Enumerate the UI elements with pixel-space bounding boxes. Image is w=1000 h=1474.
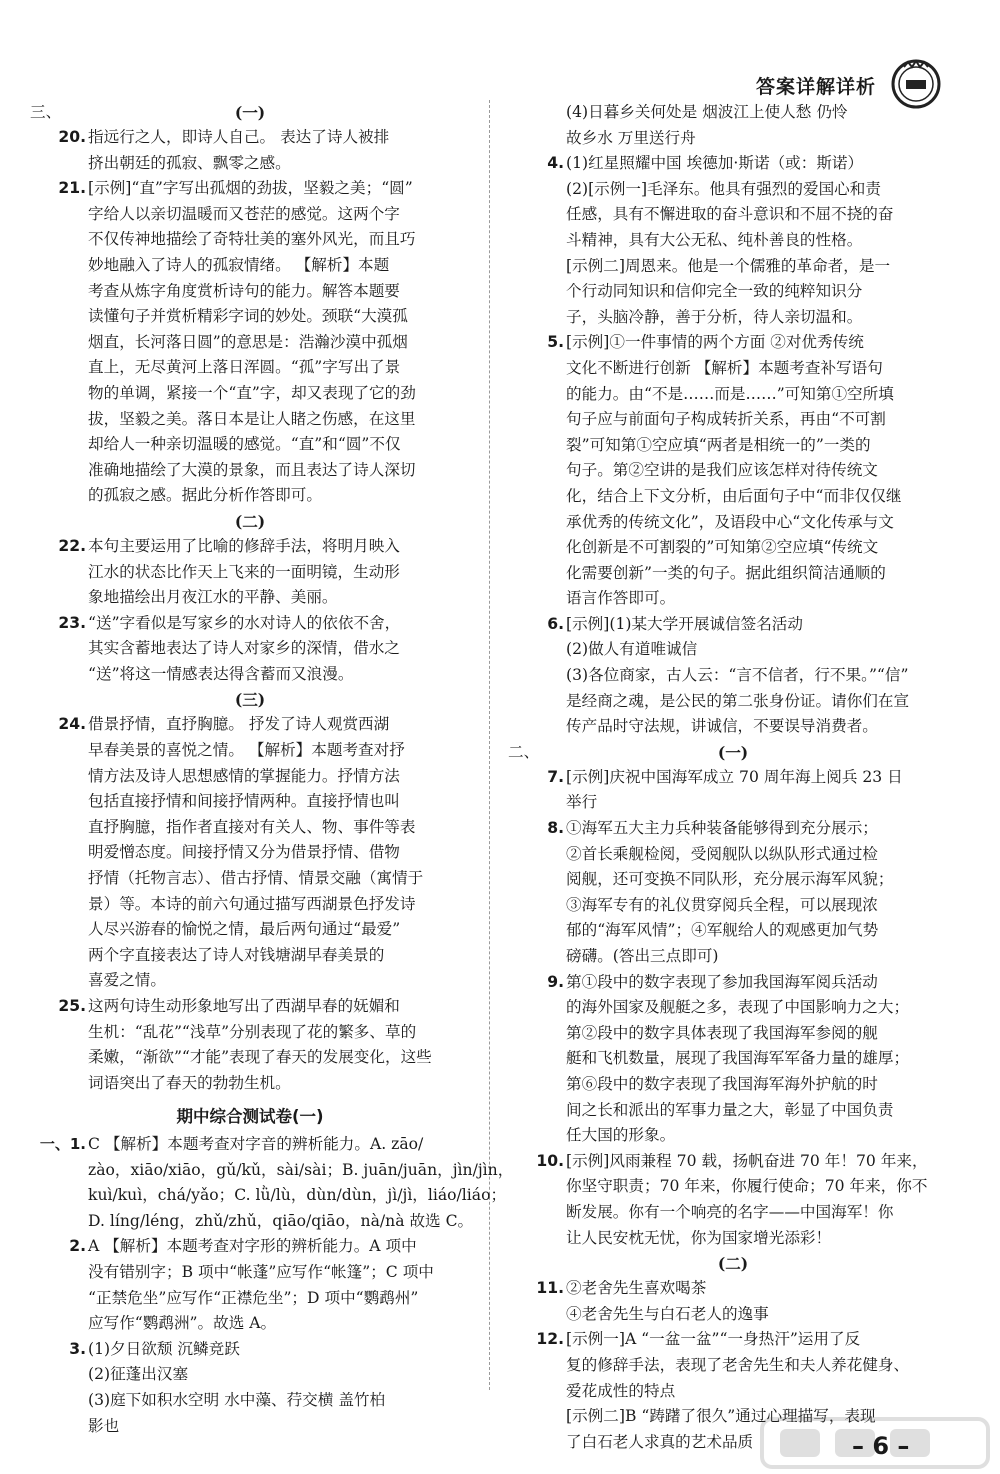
section-heading	[30, 687, 470, 712]
answer-line: 句子应与前面句子构成转折关系，再由“不可割	[566, 410, 886, 429]
answer-line: [示例]①一件事情的两个方面 ②对优秀传统	[566, 333, 864, 352]
left-column	[30, 100, 514, 1439]
answer-item	[508, 816, 958, 970]
answer-item	[508, 970, 958, 1149]
answer-line: 化需要创新”一类的句子。据此组织简洁通顺的	[566, 563, 886, 582]
answer-line: (2)[示例一]毛泽东。他具有强烈的爱国心和责	[566, 179, 881, 198]
answer-item	[508, 151, 958, 330]
answer-line: 任大国的形象。	[566, 1126, 676, 1145]
answer-line: 磅礴。(答出三点即可)	[566, 947, 719, 965]
answer-line: [示例](1)某大学开展诚信签名活动	[566, 614, 803, 633]
answer-line: (3)庭下如积水空明 水中藻、荇交横 盖竹柏	[88, 1390, 386, 1409]
answer-line: [示例二]B “踌躇了很久”通过心理描写，表现	[566, 1407, 876, 1426]
part-heading: (一)	[717, 742, 749, 762]
answer-line: 物的单调，紧接一个“直”字，却又表现了它的劲	[88, 383, 416, 402]
answer-line: ④老舍先生与白石老人的逸事	[566, 1304, 769, 1323]
answer-line: 应写作“鹦鹉洲”。故选 A。	[88, 1314, 277, 1333]
answer-line: 第①段中的数字表现了参加我国海军阅兵活动	[566, 972, 878, 991]
question-number: 25.	[58, 997, 86, 1015]
answer-line: 拔，坚毅之美。落日本是让人睹之伤感，在这里	[88, 409, 416, 428]
question-number: 22.	[58, 536, 86, 555]
answer-item	[508, 612, 958, 740]
answer-line: 江水的状态比作天上飞来的一面明镜，生动形	[88, 562, 400, 581]
answer-line: 句子。第②空讲的是我们应该怎样对待传统文	[566, 461, 878, 480]
answer-line: 早春美景的喜悦之情。 【解析】本题考查对抒	[88, 741, 405, 760]
answer-line: 这两句诗生动形象地写出了西湖早春的妩媚和	[88, 997, 400, 1015]
answer-line: 的海外国家及舰艇之多，表现了中国影响力之大；	[566, 998, 910, 1017]
question-number: 9.	[547, 972, 564, 991]
page-number: – 6 –	[852, 1432, 910, 1460]
answer-line: 指远行之人，即诗人自己。 表达了诗人被排	[88, 128, 390, 146]
answer-line: 妙地融入了诗人的孤寂情绪。 【解析】本题	[88, 255, 390, 274]
answer-line: 任感，具有不懈进取的奋斗意识和不屈不挠的奋	[566, 205, 894, 224]
answer-line: 柔嫩，“渐欲”“才能”表现了春天的发展变化，这些	[88, 1048, 432, 1067]
answer-line: 考查从炼字角度赏析诗句的能力。解答本题要	[88, 281, 400, 300]
answer-item	[508, 100, 958, 151]
answer-item	[508, 1276, 958, 1327]
answer-line: 借景抒情，直抒胸臆。 抒发了诗人观赏西湖	[88, 715, 390, 734]
answer-item	[30, 176, 470, 509]
answer-line: 词语突出了春天的勃勃生机。	[88, 1073, 291, 1092]
answer-line: 个行动同知识和信仰完全一致的纯粹知识分	[566, 282, 863, 301]
answer-line: 承优秀的传统文化”，及语段中心“文化传承与文	[566, 512, 894, 531]
answer-line: (2)做人有道唯诚信	[566, 640, 698, 659]
answer-line: 第⑥段中的数字表现了我国海军海外护航的时	[566, 1074, 878, 1093]
answer-line: kuì/kuì，chá/yǎo；C. lǜ/lù，dùn/dùn，jì/jì，liáo/liáo；	[88, 1186, 507, 1205]
section-number: 三、	[30, 103, 62, 121]
answer-line: 语言作答即可。	[566, 589, 676, 608]
answer-item	[30, 1234, 470, 1336]
page-header-title: 答案详解详析	[756, 76, 877, 98]
answer-line: zào，xiāo/xiāo，gǔ/kǔ，sài/sài；B. juān/juān，jìn/jìn，	[88, 1160, 514, 1179]
question-number: 23.	[58, 613, 86, 632]
answer-line: “送”字看似是写家乡的水对诗人的依依不舍，	[88, 613, 401, 632]
answer-line: 复的修辞手法，表现了老舍先生和夫人养花健身、	[566, 1355, 910, 1374]
part-heading: (二)	[717, 1254, 749, 1274]
right-column	[508, 100, 958, 1455]
answer-line: 没有错别字；B 项中“帐蓬”应写作“帐篷”；C 项中	[88, 1262, 434, 1281]
answer-line: 本句主要运用了比喻的修辞手法，将明月映入	[88, 536, 400, 555]
answer-line: (1)红星照耀中国 埃德加·斯诺（或：斯诺）	[566, 154, 864, 173]
question-number: 一、1.	[39, 1134, 86, 1153]
question-number: 5.	[547, 333, 564, 352]
question-number: 24.	[58, 715, 86, 734]
question-number: 2.	[69, 1237, 86, 1256]
answer-line: 子，头脑冷静，善于分析，待人亲切温和。	[566, 307, 863, 326]
answer-line: 第②段中的数字具体表现了我国海军参阅的舰	[566, 1023, 878, 1042]
answer-line: 明爱憎态度。间接抒情又分为借景抒情、借物	[88, 843, 400, 862]
question-number: 11.	[536, 1279, 564, 1298]
answer-line: 化，结合上下文分析，由后面句子中“而非仅仅继	[566, 486, 902, 505]
answer-line: [示例]庆祝中国海军成立 70 周年海上阅兵 23 日	[566, 767, 903, 786]
section-heading	[508, 740, 958, 765]
answer-line: 情方法及诗人思想感情的掌握能力。抒情方法	[88, 766, 400, 785]
answer-line: [示例]“直”字写出孤烟的劲拔，坚毅之美；“圆”	[88, 179, 413, 198]
answer-line: 断发展。你有一个响亮的名字——中国海军！你	[566, 1202, 894, 1221]
answer-line: 了白石老人求真的艺术品质	[566, 1432, 754, 1451]
answer-line: 读懂句子并赏析精彩字词的妙处。颈联“大漠孤	[88, 307, 408, 326]
answer-line: (2)征蓬出汉塞	[88, 1365, 189, 1384]
answer-item	[30, 125, 470, 176]
answer-line: 人尽兴游春的愉悦之情，最后两句通过“最爱”	[88, 920, 401, 939]
answer-line: 直抒胸臆，指作者直接对有关人、物、事件等表	[88, 817, 416, 836]
answer-line: 影也	[88, 1416, 120, 1435]
answer-line: 抒情（托物言志）、借古抒情、情景交融（寓情于	[88, 869, 424, 888]
section-heading	[30, 509, 470, 534]
answer-line: 让人民安枕无忧，你为国家增光添彩！	[566, 1228, 832, 1247]
answer-line: 爱花成性的特点	[566, 1381, 676, 1400]
answer-line: 却给人一种亲切温暖的感觉。“直”和“圆”不仅	[88, 435, 401, 454]
answer-line: 两个字直接表达了诗人对钱塘湖早春美景的	[88, 945, 385, 964]
answer-item	[30, 611, 470, 688]
answer-line: 直上，无尽黄河上落日浑圆。“孤”字写出了景	[88, 358, 401, 377]
part-heading: (一)	[234, 103, 266, 122]
answer-item	[30, 712, 470, 994]
answer-line: 阅舰，还可变换不同队形，充分展示海军风貌；	[566, 870, 894, 889]
answer-line: 传产品时守法规，讲诚信，不要误导消费者。	[566, 717, 878, 736]
answer-line: “正禁危坐”应写作“正襟危坐”；D 项中“鹦鹉州”	[88, 1288, 419, 1307]
answer-line: 不仅传神地描绘了奇特壮美的塞外风光，而且巧	[88, 230, 416, 249]
answer-line: [示例二]周恩来。他是一个儒雅的革命者，是一	[566, 256, 891, 275]
answer-line: ①海军五大主力兵种装备能够得到充分展示；	[566, 819, 878, 838]
part-heading: (三)	[234, 690, 266, 710]
answer-line: C 【解析】本题考查对字音的辨析能力。A. zāo/	[88, 1134, 424, 1153]
answer-line: 举行	[566, 793, 598, 812]
answer-line: 化创新是不可割裂的”可知第②空应填“传统文	[566, 538, 879, 557]
answer-item	[30, 1132, 514, 1234]
answer-line: (3)各位商家，古人云：“言不信者，行不果。”“信”	[566, 666, 909, 685]
part-heading: (二)	[234, 511, 266, 531]
answer-item	[30, 994, 470, 1096]
answer-line: 间之长和派出的军事力量之大，彰显了中国负责	[566, 1100, 894, 1119]
answer-line: “送”将这一情感表达得含蓄而又浪漫。	[88, 664, 354, 683]
question-number: 10.	[536, 1151, 564, 1170]
answer-line: [示例一]A “一盆一盆”“一身热汗”运用了反	[566, 1330, 861, 1349]
answer-line: 的能力。由“不是……而是……”可知第①空所填	[566, 384, 894, 403]
answer-line: 郁的“海军风情”；④军舰给人的观感更加气势	[566, 921, 879, 940]
answer-line: 你坚守职责；70 年来，你履行使命；70 年来，你不	[566, 1177, 928, 1196]
answer-line: [示例]风雨兼程 70 载，扬帆奋进 70 年！70 年来，	[566, 1151, 928, 1170]
answer-line: 艇和飞机数量，展现了我国海军军备力量的雄厚；	[566, 1049, 910, 1068]
answer-line: 是经商之魂，是公民的第二张身份证。请你们在宣	[566, 691, 910, 710]
answer-item	[508, 1149, 958, 1251]
section-heading	[508, 1251, 958, 1276]
answer-item	[508, 765, 958, 816]
answer-line: 字给人以亲切温暖而又苍茫的感觉。这两个字	[88, 204, 400, 223]
section-number: 二、	[508, 742, 540, 761]
answer-line: D. líng/léng，zhǔ/zhǔ，qiāo/qiāo，nà/nà 故选 C。	[88, 1211, 474, 1230]
question-number: 7.	[547, 767, 564, 786]
section-heading	[30, 100, 470, 125]
answer-line: 生机：“乱花”“浅草”分别表现了花的繁多、草的	[88, 1022, 417, 1041]
question-number: 8.	[547, 819, 564, 838]
answer-line: 其实含蓄地表达了诗人对家乡的深情，借水之	[88, 639, 400, 658]
answer-line: 象地描绘出月夜江水的平静、美丽。	[88, 588, 338, 607]
question-number: 20.	[58, 128, 86, 146]
answer-line: 的孤寂之感。据此分析作答即可。	[88, 486, 322, 505]
answer-line: 故乡水 万里送行舟	[566, 128, 696, 147]
answer-line: ②老舍先生喜欢喝茶	[566, 1279, 707, 1298]
question-number: 6.	[547, 614, 564, 633]
question-number: 3.	[69, 1339, 86, 1358]
answer-item	[30, 1337, 470, 1439]
answer-line: 文化不断进行创新 【解析】本题考查补写语句	[566, 358, 883, 377]
answer-line: 包括直接抒情和间接抒情两种。直接抒情也叫	[88, 792, 400, 811]
answer-line: 景）等。本诗的前六句通过描写西湖景色抒发诗	[88, 894, 416, 913]
answer-line: (1)夕日欲颓 沉鳞竞跃	[88, 1339, 240, 1358]
question-number: 12.	[536, 1330, 564, 1349]
answer-item	[508, 330, 958, 612]
question-number: 4.	[547, 154, 564, 173]
exam-title: 期中综合测试卷(一)	[176, 1107, 324, 1127]
answer-line: 喜爱之情。	[88, 971, 166, 990]
answer-line: 准确地描绘了大漠的景象，而且表达了诗人深切	[88, 460, 416, 479]
answer-line: ②首长乘舰检阅，受阅舰队以纵队形式通过检	[566, 844, 878, 863]
answer-line: A 【解析】本题考查对字形的辨析能力。A 项中	[88, 1237, 417, 1256]
answer-line: 挤出朝廷的孤寂、飘零之感。	[88, 153, 291, 172]
answer-line: 斗精神，具有大公无私、纯朴善良的性格。	[566, 230, 863, 249]
answer-line: 裂”可知第①空应填“两者是相统一的”一类的	[566, 435, 871, 454]
answer-item	[30, 534, 470, 611]
question-number: 21.	[58, 179, 86, 198]
answer-line: ③海军专有的礼仪贯穿阅兵全程，可以展现浓	[566, 895, 878, 914]
answer-line: 烟直，长河落日圆”的意思是：浩瀚沙漠中孤烟	[88, 332, 408, 351]
answer-line: (4)日暮乡关何处是 烟波江上使人愁 仍怜	[566, 103, 848, 121]
